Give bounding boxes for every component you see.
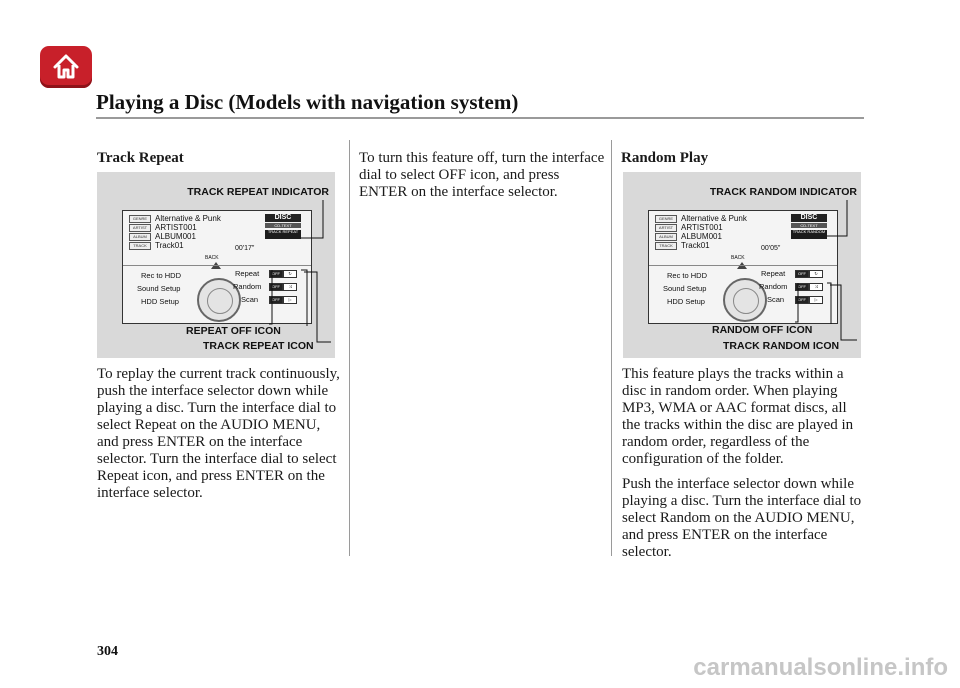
section-title-random-play: Random Play — [621, 150, 709, 166]
album-value: ALBUM001 — [681, 232, 722, 241]
track-random-indicator: TRACK RANDOM — [791, 230, 827, 239]
random-off-icon[interactable]: OFF — [269, 283, 283, 291]
random-off-icon[interactable]: OFF — [795, 283, 809, 291]
track-tag: TRACK — [655, 242, 677, 250]
scan-off-icon[interactable]: OFF — [795, 296, 809, 304]
genre-tag: GENRE — [655, 215, 677, 223]
paragraph: To turn this feature off, turn the interface dial to select OFF icon, and press ENTER on the interface selector. — [359, 150, 605, 200]
menu-hdd-setup[interactable]: HDD Setup — [141, 297, 179, 306]
title-divider — [96, 117, 864, 119]
artist-tag: ARTIST — [129, 224, 151, 232]
repeat-off-icon[interactable]: OFF — [795, 270, 809, 278]
repeat-off-body — [359, 150, 605, 209]
menu-random[interactable]: Random — [759, 282, 788, 291]
back-label: BACK — [205, 255, 219, 261]
track-repeat-icon[interactable]: ↻ — [809, 270, 823, 278]
track-random-icon[interactable]: ⤨ — [809, 283, 823, 291]
genre-value: Alternative & Punk — [681, 214, 747, 223]
scan-off-icon[interactable]: OFF — [269, 296, 283, 304]
album-tag: ALBUM — [129, 233, 151, 241]
menu-rec-to-hdd[interactable]: Rec to HDD — [667, 271, 708, 280]
random-play-body — [622, 366, 868, 569]
menu-hdd-setup[interactable]: HDD Setup — [667, 297, 705, 306]
genre-tag: GENRE — [129, 215, 151, 223]
track-repeat-figure — [97, 172, 335, 358]
elapsed-time: 00'17" — [235, 245, 255, 252]
repeat-off-icon-label: REPEAT OFF ICON — [186, 325, 281, 337]
column-divider-2 — [611, 140, 612, 556]
menu-sound-setup[interactable]: Sound Setup — [663, 284, 707, 293]
track-tag: TRACK — [129, 242, 151, 250]
menu-random[interactable]: Random — [233, 282, 262, 291]
album-tag: ALBUM — [655, 233, 677, 241]
random-play-figure — [623, 172, 861, 358]
artist-value: ARTIST001 — [681, 223, 723, 232]
page-number: 304 — [97, 644, 118, 659]
menu-sound-setup[interactable]: Sound Setup — [137, 284, 181, 293]
menu-rec-to-hdd[interactable]: Rec to HDD — [141, 271, 182, 280]
album-value: ALBUM001 — [155, 232, 196, 241]
track-repeat-indicator: TRACK REPEAT — [265, 230, 301, 239]
artist-value: ARTIST001 — [155, 223, 197, 232]
scan-icon[interactable]: ▷ — [809, 296, 823, 304]
page-title: Playing a Disc (Models with navigation system) — [96, 90, 519, 114]
column-divider-1 — [349, 140, 350, 556]
cd-text-badge: CD-TEXT — [265, 223, 301, 228]
track-value: Track01 — [155, 241, 184, 250]
track-repeat-icon[interactable]: ↻ — [283, 270, 297, 278]
home-icon — [52, 53, 80, 81]
menu-scan[interactable]: Scan — [241, 295, 259, 304]
watermark-url: carmanualsonline.info — [693, 654, 948, 681]
menu-repeat[interactable]: Repeat — [235, 269, 260, 278]
repeat-off-icon[interactable]: OFF — [269, 270, 283, 278]
back-label: BACK — [731, 255, 745, 261]
artist-tag: ARTIST — [655, 224, 677, 232]
home-button[interactable] — [40, 46, 92, 88]
track-repeat-body — [97, 366, 343, 510]
track-value: Track01 — [681, 241, 710, 250]
section-title-track-repeat: Track Repeat — [97, 150, 184, 166]
disc-badge: DISC — [791, 214, 827, 222]
paragraph: To replay the current track continuously, push the interface selector down while playing a disc. Turn the interface dial to select Repeat on the AUDIO MENU, and press ENTER on the interface selector. Turn the interface dial to select Repeat icon, and press ENTER on the interface selector. — [97, 366, 340, 501]
paragraph: This feature plays the tracks within a disc in random order. When playing MP3, WMA or AAC format discs, all the tracks within the disc are played in random order, regardless of the configuration of the folder. — [622, 366, 854, 467]
disc-badge: DISC — [265, 214, 301, 222]
random-icon[interactable]: ⤨ — [283, 283, 297, 291]
genre-value: Alternative & Punk — [155, 214, 221, 223]
track-random-icon-label: TRACK RANDOM ICON — [723, 340, 840, 352]
track-repeat-indicator-label: TRACK REPEAT INDICATOR — [187, 186, 329, 198]
menu-repeat[interactable]: Repeat — [761, 269, 786, 278]
random-off-icon-label: RANDOM OFF ICON — [712, 324, 813, 336]
cd-text-badge: CD-TEXT — [791, 223, 827, 228]
track-random-indicator-label: TRACK RANDOM INDICATOR — [709, 186, 857, 198]
menu-scan[interactable]: Scan — [767, 295, 785, 304]
track-repeat-icon-label: TRACK REPEAT ICON — [203, 340, 314, 352]
scan-icon[interactable]: ▷ — [283, 296, 297, 304]
paragraph: Push the interface selector down while playing a disc. Turn the interface dial to select Random on the AUDIO MENU, and press ENTER on the interface selector. — [622, 476, 862, 560]
elapsed-time: 00'05" — [761, 245, 781, 252]
